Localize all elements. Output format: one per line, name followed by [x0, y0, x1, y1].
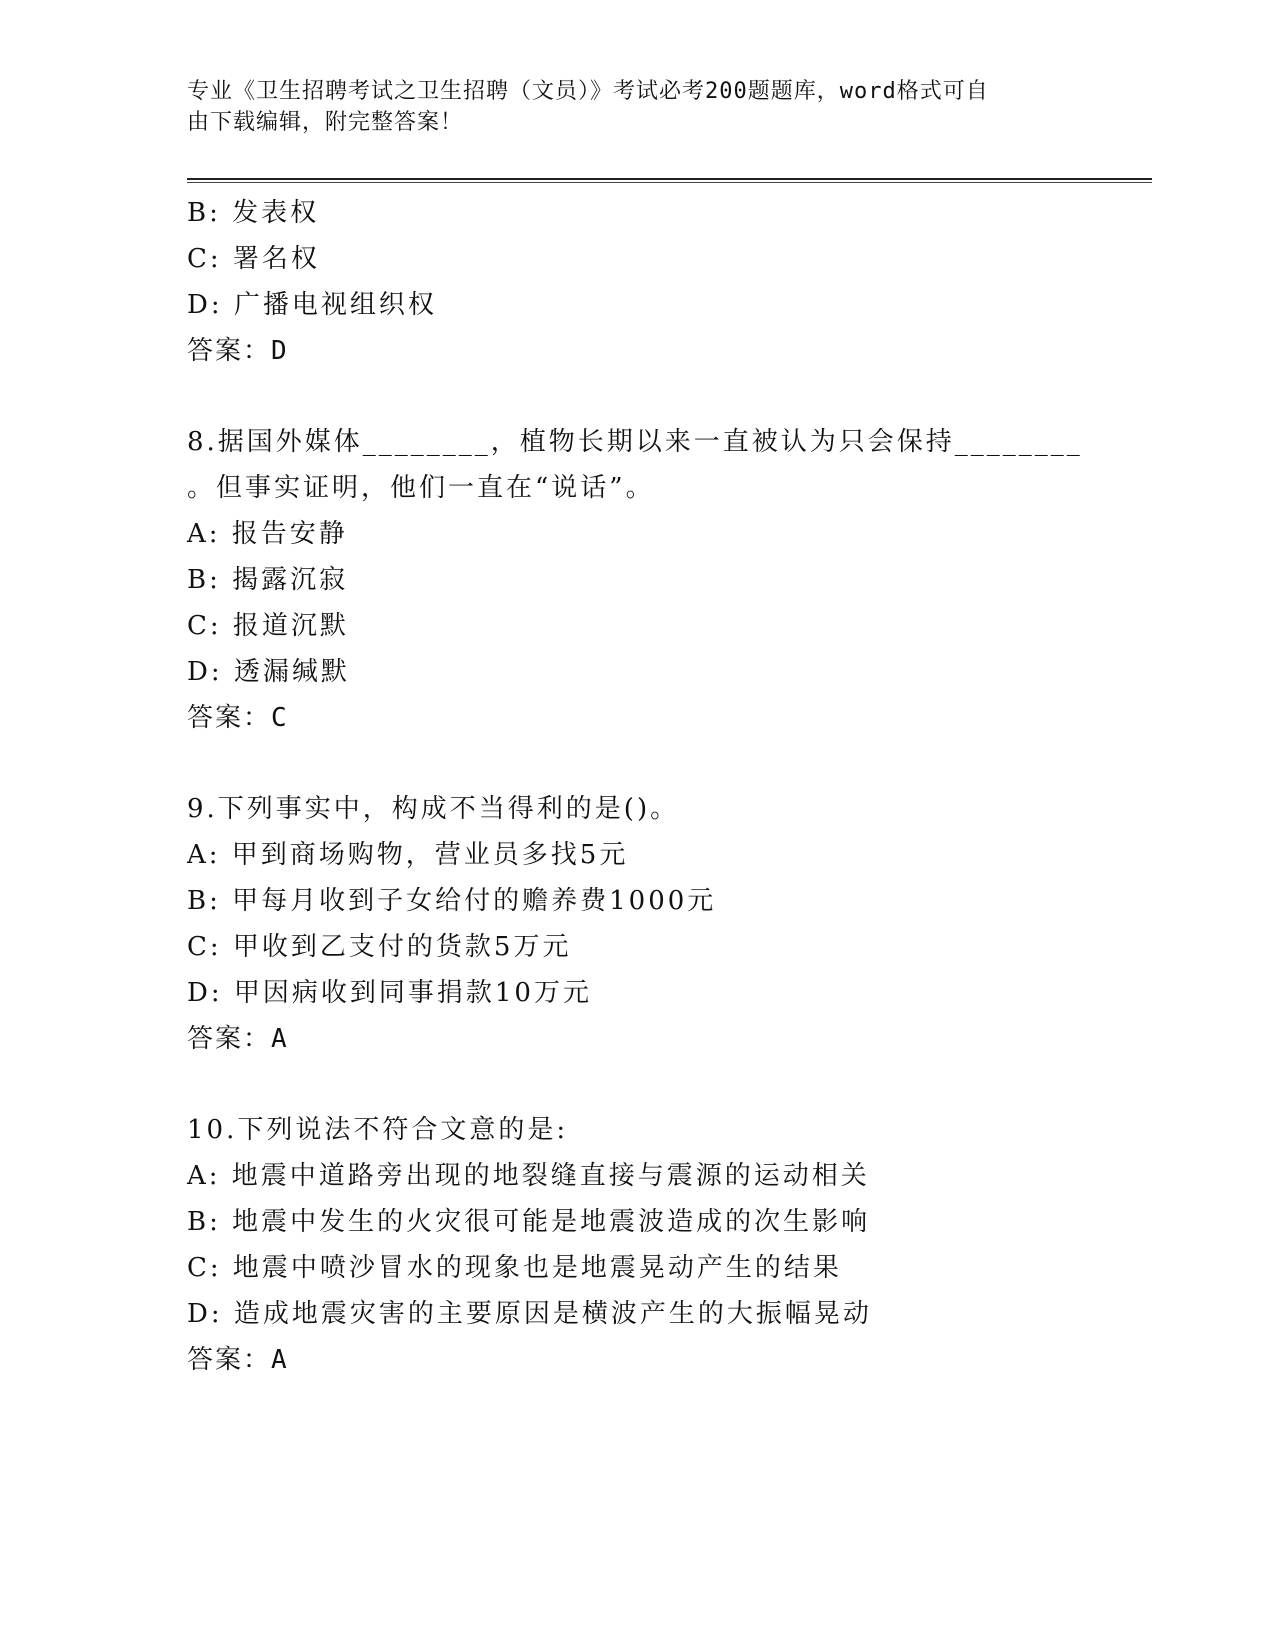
question-stem: 8.据国外媒体________，植物长期以来一直被认为只会保持________ — [187, 427, 1083, 457]
option-d: D: 甲因病收到同事捐款10万元 — [187, 978, 592, 1008]
header-title-line-1: 专业《卫生招聘考试之卫生招聘（文员）》考试必考200题题库，word格式可自 — [187, 79, 989, 104]
question-8 — [187, 419, 1107, 741]
option-b: B: 揭露沉寂 — [187, 565, 349, 595]
question-stem-continued: 。但事实证明，他们一直在“说话”。 — [187, 473, 655, 503]
question-content — [187, 190, 1107, 1383]
answer-line: 答案：D — [187, 336, 289, 366]
option-c: C: 报道沉默 — [187, 611, 349, 641]
header-divider-thick — [187, 178, 1152, 180]
option-d: D: 造成地震灾害的主要原因是横波产生的大振幅晃动 — [187, 1299, 872, 1329]
option-d: D: 广播电视组织权 — [187, 290, 437, 320]
question-9 — [187, 786, 1107, 1062]
option-b: B: 发表权 — [187, 198, 320, 228]
option-a: A: 报告安静 — [187, 519, 348, 549]
answer-line: 答案：A — [187, 1024, 289, 1054]
answer-line: 答案：A — [187, 1345, 289, 1375]
option-c: C: 署名权 — [187, 244, 320, 274]
option-b: B: 甲每月收到子女给付的赡养费1000元 — [187, 886, 717, 916]
spacer — [187, 1062, 1107, 1107]
option-d: D: 透漏缄默 — [187, 657, 350, 687]
question-stem: 9.下列事实中，构成不当得利的是()。 — [187, 794, 680, 824]
option-a: A: 甲到商场购物，营业员多找5元 — [187, 840, 629, 870]
question-prev-continuation — [187, 190, 1107, 374]
spacer — [187, 741, 1107, 786]
document-header — [187, 76, 1067, 138]
header-divider-thin — [187, 182, 1152, 183]
option-c: C: 地震中喷沙冒水的现象也是地震晃动产生的结果 — [187, 1253, 842, 1283]
header-title-line-2: 由下载编辑，附完整答案！ — [187, 110, 464, 135]
spacer — [187, 374, 1107, 419]
answer-line: 答案：C — [187, 703, 289, 733]
question-10 — [187, 1107, 1107, 1383]
question-stem: 10.下列说法不符合文意的是: — [187, 1115, 569, 1145]
option-a: A: 地震中道路旁出现的地裂缝直接与震源的运动相关 — [187, 1161, 870, 1191]
option-b: B: 地震中发生的火灾很可能是地震波造成的次生影响 — [187, 1207, 871, 1237]
option-c: C: 甲收到乙支付的货款5万元 — [187, 932, 572, 962]
